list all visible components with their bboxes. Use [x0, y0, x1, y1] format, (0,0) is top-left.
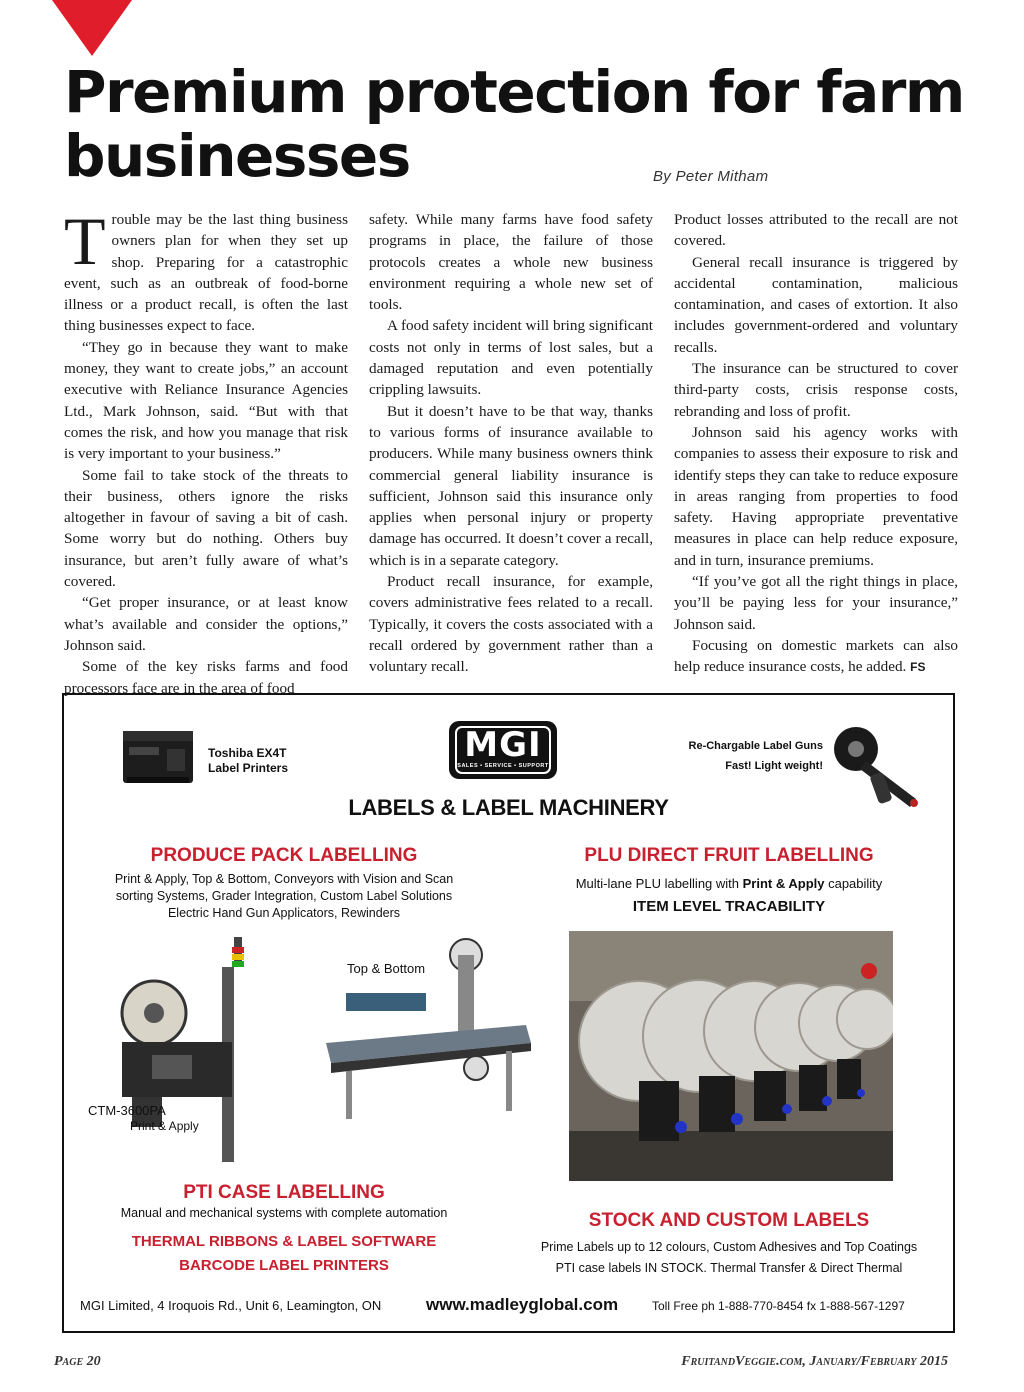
label-gun-caption: Re-Chargable Label Guns Fast! Light weight!: [688, 740, 823, 772]
phone-numbers: Toll Free ph 1-888-770-8454 fx 1-888-567-1297: [652, 1299, 905, 1313]
paragraph: General recall insurance is triggered by accidental contamination, malicious contamination, and cases of extortion. It also includes government-ordered and voluntary recalls.: [674, 253, 958, 356]
paragraph: Trouble may be the last thing business owners plan for when they set up shop. Preparing for a catastrophic event, such as an outbreak of food-borne illness or a product recall, is often the last thing businesses expect to face.: [64, 203, 348, 335]
produce-title: PRODUCE PACK LABELLING: [150, 845, 418, 866]
plu-labeller-photo: [569, 931, 893, 1181]
paragraph: Focusing on domestic markets can also help reduce insurance costs, he added. FS: [674, 636, 958, 676]
plu-title: PLU DIRECT FRUIT LABELLING: [584, 845, 874, 866]
label-printer-image: [119, 725, 199, 790]
advertisement: [62, 693, 955, 1333]
stock-title: STOCK AND CUSTOM LABELS: [588, 1210, 870, 1231]
article-column-3: [674, 209, 958, 679]
ctm-sublabel: Print & Apply: [130, 1119, 199, 1133]
barcode-title: BARCODE LABEL PRINTERS: [179, 1257, 389, 1274]
paragraph: “If you’ve got all the right things in place, you’ll be paying less for your insurance,” Johnson said.: [674, 573, 958, 633]
stock-details: Prime Labels up to 12 colours, Custom Adhesives and Top Coatings PTI case labels IN STOCK. Thermal Transfer & Direct Thermal: [540, 1240, 918, 1275]
printer-caption: Toshiba EX4T Label Printers: [208, 746, 289, 775]
website-link[interactable]: www.madleyglobal.com: [426, 1295, 619, 1314]
publication-info: FruitandVeggie.com, January/February 2015: [681, 1354, 948, 1369]
thermal-title: THERMAL RIBBONS & LABEL SOFTWARE: [131, 1233, 437, 1250]
drop-cap: T: [64, 203, 106, 279]
address: MGI Limited, 4 Iroquois Rd., Unit 6, Leamington, ON: [80, 1298, 382, 1313]
paragraph: “Get proper insurance, or at least know what’s available and consider the options,” Johnson said.: [64, 594, 348, 654]
paragraph: The insurance can be structured to cover third-party costs, crisis response costs, rebranding and loss of profit.: [674, 360, 958, 420]
mgi-logo: MGI SALES • SERVICE • SUPPORT: [449, 721, 557, 779]
label-gun-image: [826, 721, 926, 816]
ctm-label: CTM-3600PA: [88, 1103, 166, 1118]
paragraph: Some fail to take stock of the threats to their business, others ignore the risks altogether in favour of saving a bit of cash. Some worry but do nothing. Others buy insurance, but aren’t fully aware of what’s covered.: [64, 466, 348, 591]
plu-subtitle: ITEM LEVEL TRACABILITY: [632, 898, 826, 915]
paragraph: Johnson said his agency works with companies to assess their exposure to risk and identify steps they can take to reduce exposure in areas ranging from properties to food safety. Having appropriate preventative measures in place can help reduce exposure, and in turn, insurance premiums.: [674, 423, 958, 569]
paragraph: A food safety incident will bring significant costs not only in terms of lost sales, but a damaged reputation and even potentially crippling lawsuits.: [369, 317, 653, 399]
article-column-2: [369, 209, 653, 678]
paragraph: Some of the key risks farms and food processors face are in the area of food: [64, 658, 348, 697]
page-number: Page 20: [54, 1354, 101, 1369]
pti-line: Manual and mechanical systems with complete automation: [120, 1206, 448, 1220]
paragraph: safety. While many farms have food safety programs in place, the failure of those protocols creates a whole new business environment requiring a whole new set of tools.: [369, 211, 653, 314]
top-bottom-conveyor-image: [326, 933, 536, 1123]
paragraph: But it doesn’t have to be that way, thanks to various forms of insurance available to producers. While many business owners think commercial general liability insurance is sufficient, Johnson said this insurance only applies when personal injury or property damage has occurred. It doesn’t cover a recall, which is in a separate category.: [369, 402, 653, 569]
article-title: Premium protection for farm businesses: [64, 58, 964, 190]
end-mark: FS: [910, 660, 926, 675]
top-bottom-label: Top & Bottom: [347, 961, 426, 976]
plu-line: Multi-lane PLU labelling with Print & Apply capability: [575, 876, 883, 891]
article-column-1: [64, 203, 348, 699]
corner-triangle: [52, 0, 132, 56]
pti-title: PTI CASE LABELLING: [183, 1182, 385, 1203]
ad-headline: LABELS & LABEL MACHINERY: [348, 795, 669, 820]
paragraph: Product losses attributed to the recall are not covered.: [674, 211, 958, 250]
paragraph: Product recall insurance, for example, covers administrative fees related to a recall. Typically, it covers the costs associated with a recall ordered by government rather than a voluntary recall.: [369, 573, 653, 676]
byline: By Peter Mitham: [653, 168, 769, 185]
produce-details: Print & Apply, Top & Bottom, Conveyors with Vision and Scan sorting Systems, Grader Integration, Custom Label Solutions Electric Hand Gun Applicators, Rewinders: [114, 872, 454, 920]
paragraph: “They go in because they want to make money, they want to create jobs,” an account executive with Reliance Insurance Agencies Ltd., Mark Johnson, said. “But with that comes the risk, and how you manage that risk is very important to your business.”: [64, 338, 348, 463]
